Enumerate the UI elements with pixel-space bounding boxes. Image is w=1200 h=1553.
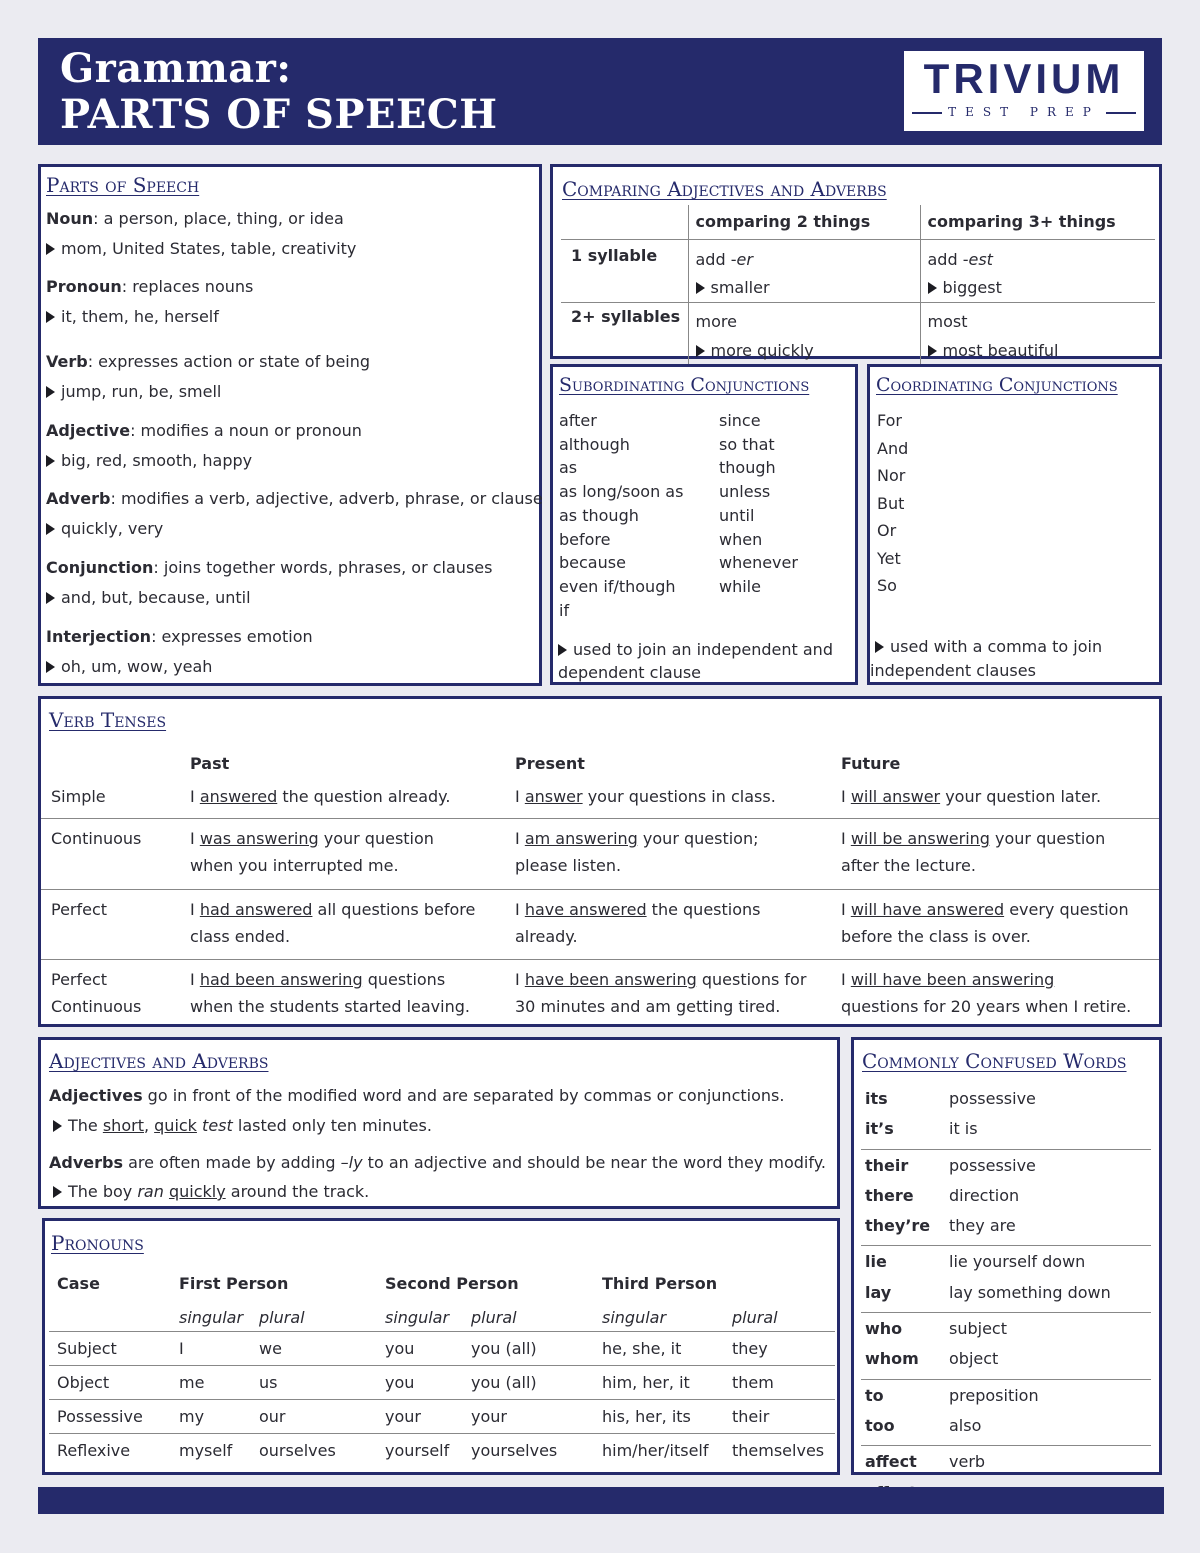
pronoun-cell: we	[259, 1339, 282, 1358]
pos-item-verb: Verb: expresses action or state of being jump, run, be, smell	[46, 352, 371, 401]
subordinating-word: until	[719, 505, 755, 525]
tense-row-label	[51, 783, 106, 810]
pronoun-cell: your	[471, 1407, 507, 1426]
pos-item-adverb: Adverb: modifies a verb, adjective, adverb, phrase, or clause quickly, very	[46, 489, 543, 538]
tense-text: I	[515, 829, 525, 848]
confused-meaning: preposition	[949, 1385, 1039, 1405]
tense-text: all questions before	[312, 900, 476, 919]
pronoun-cell: my	[179, 1407, 205, 1426]
tense-header-future: Future	[841, 754, 901, 773]
pos-item-noun: Noun: a person, place, thing, or idea mom, United States, table, creativity	[46, 209, 357, 258]
confused-word: lay	[865, 1282, 892, 1302]
tense-line	[515, 783, 776, 810]
tense-cell-future	[841, 825, 1105, 879]
tense-row-label	[51, 966, 141, 1020]
tense-row-label	[51, 896, 107, 923]
confused-word: too	[865, 1415, 895, 1435]
tense-label-line: Perfect	[51, 970, 108, 989]
tense-line	[190, 966, 470, 993]
subordinating-col1	[559, 409, 683, 622]
pronoun-cell: myself	[179, 1441, 233, 1460]
tense-cell-past	[190, 825, 434, 879]
pos-item-pronoun: Pronoun: replaces nouns it, them, he, herself	[46, 277, 254, 326]
tense-label-line: Continuous	[51, 997, 142, 1016]
confused-pair	[861, 1315, 1151, 1345]
arrow-icon	[696, 282, 705, 294]
confused-word: there	[865, 1185, 914, 1205]
subordinating-word: as long/soon as	[559, 482, 684, 502]
subordinating-word: when	[719, 529, 763, 549]
pronoun-cell: yourselves	[471, 1441, 558, 1460]
arrow-icon	[875, 641, 884, 653]
tense-cell-past	[190, 783, 450, 810]
pronoun-header-second: Second Person	[385, 1274, 519, 1293]
confused-group	[861, 1380, 1151, 1447]
subordinating-word: while	[719, 576, 761, 596]
subordinating-word: as	[559, 458, 578, 478]
confused-meaning: lay something down	[949, 1282, 1111, 1302]
tense-row	[41, 779, 1159, 819]
coordinating-word: Yet	[877, 548, 901, 568]
subordinating-word: even if/though	[559, 576, 676, 596]
tense-cell-present	[515, 896, 760, 950]
pronoun-row	[49, 1399, 835, 1433]
pronoun-cell: your	[385, 1407, 421, 1426]
parts-of-speech-title: Parts of Speech	[46, 173, 200, 197]
subordinating-word: as though	[559, 505, 639, 525]
adj-adv-section	[38, 1037, 840, 1209]
tense-text: your question;	[637, 829, 759, 848]
adjectives-rule: Adjectives go in front of the modified word and are separated by commas or conjunctions.	[49, 1086, 785, 1105]
pronoun-row	[49, 1331, 835, 1365]
tense-label-line: Simple	[51, 787, 106, 806]
confused-group	[861, 1246, 1151, 1313]
subordinating-word: before	[559, 529, 611, 549]
tense-line	[841, 896, 1129, 923]
adverbs-rule: Adverbs are often made by adding –ly to an adjective and should be near the word they modify.	[49, 1153, 826, 1172]
verb-tenses-title: Verb Tenses	[49, 708, 167, 732]
pronoun-cell: us	[259, 1373, 278, 1392]
confused-pair	[861, 1152, 1151, 1182]
tense-verb: will be answering	[850, 829, 990, 848]
row-label-2-syllables: 2+ syllables	[571, 306, 681, 326]
adj-adv-title: Adjectives and Adverbs	[49, 1049, 269, 1073]
tense-row	[41, 819, 1159, 890]
tense-cell-future	[841, 896, 1129, 950]
tense-text: I	[190, 787, 200, 806]
pos-list	[46, 209, 543, 687]
pronoun-row	[49, 1433, 835, 1467]
confused-pair	[861, 1212, 1151, 1242]
arrow-icon	[46, 311, 55, 323]
pronoun-header-first: First Person	[179, 1274, 289, 1293]
tense-line	[515, 825, 759, 852]
confused-pair	[861, 1115, 1151, 1145]
subordinating-section	[550, 364, 858, 685]
pronoun-header-case: Case	[57, 1274, 100, 1293]
trivium-logo: TRIVIUM TEST PREP	[904, 51, 1144, 131]
adjectives-example: The short, quick test lasted only ten minutes.	[53, 1116, 432, 1136]
pronoun-case-label: Reflexive	[57, 1441, 131, 1460]
confused-meaning: direction	[949, 1185, 1020, 1205]
pronoun-cell: they	[732, 1339, 768, 1358]
tense-cell-present	[515, 783, 776, 810]
pronoun-sub: plural	[732, 1308, 778, 1327]
confused-pair	[861, 1279, 1151, 1309]
tense-line: already.	[515, 927, 578, 946]
pronouns-section	[42, 1218, 840, 1475]
pronoun-cell: you (all)	[471, 1339, 537, 1358]
tense-text: I	[190, 970, 200, 989]
confused-group	[861, 1150, 1151, 1247]
col-header-2-things: comparing 2 things	[688, 205, 920, 239]
arrow-icon	[558, 644, 567, 656]
confused-pair	[861, 1345, 1151, 1375]
confused-pair	[861, 1182, 1151, 1212]
cell-1syl-3things: add -est biggest	[920, 239, 1155, 302]
tense-cell-future	[841, 966, 1131, 1020]
tense-text: I	[190, 829, 200, 848]
tense-line: questions for 20 years when I retire.	[841, 997, 1132, 1016]
comparing-section	[550, 164, 1162, 359]
arrow-icon	[46, 455, 55, 467]
subordinating-word: unless	[719, 482, 771, 502]
header-banner	[38, 38, 1162, 145]
confused-word: affect	[865, 1452, 917, 1472]
pronoun-cell: their	[732, 1407, 770, 1426]
tense-line: before the class is over.	[841, 927, 1031, 946]
tense-verb: had answered	[199, 900, 313, 919]
verb-tenses-section	[38, 696, 1162, 1027]
tense-cell-present	[515, 966, 806, 1020]
pronoun-cell: you	[385, 1339, 415, 1358]
col-header-3-things: comparing 3+ things	[920, 205, 1155, 239]
confused-word: whom	[865, 1349, 919, 1369]
tense-header-past: Past	[190, 754, 230, 773]
page-title: Grammar: PARTS OF SPEECH	[60, 45, 498, 138]
confused-word: it’s	[865, 1119, 894, 1139]
arrow-icon	[46, 592, 55, 604]
tense-label-line: Continuous	[51, 829, 142, 848]
tense-row-label	[51, 825, 141, 852]
tense-row	[41, 960, 1159, 1026]
coordinating-word: Nor	[877, 466, 906, 485]
subordinating-col2	[719, 409, 798, 599]
pronouns-title: Pronouns	[51, 1231, 144, 1255]
confused-group	[861, 1083, 1151, 1150]
tense-line: please listen.	[515, 856, 622, 875]
confused-meaning: also	[949, 1415, 982, 1435]
tense-line: 30 minutes and am getting tired.	[515, 997, 781, 1016]
confused-meaning: lie yourself down	[949, 1252, 1086, 1272]
arrow-icon	[46, 243, 55, 255]
tense-text: I	[841, 900, 851, 919]
cell-2syl-3things: most most beautiful	[920, 302, 1155, 365]
tense-line: when you interrupted me.	[190, 856, 399, 875]
tense-line	[190, 896, 475, 923]
tense-verb: am answering	[524, 829, 638, 848]
tense-cell-present	[515, 825, 759, 879]
confused-meaning: possessive	[949, 1155, 1036, 1175]
subordinating-title: Subordinating Conjunctions	[559, 374, 810, 396]
tense-text: I	[190, 900, 200, 919]
pronoun-cell: him/her/itself	[602, 1441, 709, 1460]
tense-cell-past	[190, 896, 475, 950]
subordinating-word: if	[559, 600, 570, 620]
pronoun-cell: you (all)	[471, 1373, 537, 1392]
subordinating-word: since	[719, 411, 761, 430]
confused-pair	[861, 1248, 1151, 1278]
tense-label-line: Perfect	[51, 900, 108, 919]
pronoun-header-third: Third Person	[602, 1274, 718, 1293]
pronoun-cell: he, she, it	[602, 1339, 682, 1358]
cell-1syl-2things: add -er smaller	[688, 239, 920, 302]
confused-word: its	[865, 1089, 888, 1108]
pronoun-sub: plural	[471, 1308, 517, 1327]
coordinating-title: Coordinating Conjunctions	[876, 374, 1118, 396]
subordinating-word: so that	[719, 434, 775, 454]
parts-of-speech-section	[38, 164, 542, 686]
cell-2syl-2things: more more quickly	[688, 302, 920, 365]
tense-verb: was answering	[199, 829, 319, 848]
tense-cell-future	[841, 783, 1101, 810]
pronoun-sub: singular	[179, 1308, 244, 1327]
tense-text: I	[515, 787, 525, 806]
coordinating-list	[877, 407, 908, 600]
tense-text: I	[515, 970, 525, 989]
pronoun-cell: I	[179, 1339, 184, 1358]
confused-word: lie	[865, 1252, 887, 1272]
pos-item-adjective: Adjective: modifies a noun or pronoun big, red, smooth, happy	[46, 421, 362, 470]
verb-tenses-rows	[41, 779, 1159, 1026]
tense-text: questions for	[696, 970, 807, 989]
tense-text: the questions	[646, 900, 761, 919]
coordinating-word: So	[877, 576, 897, 595]
tense-verb: had been answering	[199, 970, 363, 989]
arrow-icon	[53, 1186, 62, 1198]
tense-line	[841, 825, 1105, 852]
pronoun-cell: you	[385, 1373, 415, 1392]
footer-bar	[38, 1487, 1164, 1514]
tense-verb: answered	[199, 787, 278, 806]
comparing-table	[561, 205, 1155, 365]
pos-item-interjection: Interjection: expresses emotion oh, um, wow, yeah	[46, 627, 313, 676]
arrow-icon	[928, 345, 937, 357]
tense-verb: answer	[524, 787, 583, 806]
coordinating-note: used with a comma to join independent clauses	[870, 637, 1103, 680]
tense-line	[841, 966, 1131, 993]
subordinating-word: whenever	[719, 553, 798, 573]
arrow-icon	[46, 661, 55, 673]
tense-line: class ended.	[190, 927, 291, 946]
tense-cell-past	[190, 966, 470, 1020]
coordinating-word: Or	[877, 521, 897, 540]
tense-verb: will answer	[850, 787, 941, 806]
confused-meaning: they are	[949, 1216, 1016, 1236]
coordinating-section	[867, 364, 1162, 685]
arrow-icon	[53, 1120, 62, 1132]
subordinating-word: after	[559, 411, 597, 430]
tense-verb: will have answered	[850, 900, 1005, 919]
confused-meaning: object	[949, 1349, 999, 1369]
pronoun-sub: plural	[259, 1308, 305, 1327]
tense-verb: will have been answering	[850, 970, 1055, 989]
tense-line	[190, 825, 434, 852]
tense-text: I	[841, 970, 851, 989]
pronoun-case-label: Possessive	[57, 1407, 143, 1426]
tense-verb: have been answering	[524, 970, 697, 989]
confused-words-section	[851, 1037, 1162, 1475]
tense-line: when the students started leaving.	[190, 997, 470, 1016]
pronoun-row	[49, 1365, 835, 1399]
confused-word: who	[865, 1319, 903, 1339]
confused-words-list	[861, 1083, 1151, 1512]
tense-text: I	[841, 829, 851, 848]
tense-text: your question later.	[940, 787, 1102, 806]
pronoun-sub: singular	[385, 1308, 450, 1327]
tense-row	[41, 890, 1159, 960]
confused-meaning: possessive	[949, 1089, 1036, 1108]
row-label-1-syllable: 1 syllable	[571, 245, 658, 265]
coordinating-word: And	[877, 438, 909, 458]
tense-text: your questions in class.	[582, 787, 776, 806]
tense-text: I	[515, 900, 525, 919]
confused-pair	[861, 1085, 1151, 1115]
pronoun-case-label: Subject	[57, 1339, 117, 1358]
pronoun-rows	[49, 1331, 835, 1467]
confused-meaning: it is	[949, 1119, 978, 1139]
pronoun-cell: our	[259, 1407, 286, 1426]
confused-pair	[861, 1448, 1151, 1478]
confused-word: their	[865, 1155, 909, 1175]
coordinating-word: But	[877, 493, 905, 513]
comparing-title: Comparing Adjectives and Adverbs	[562, 177, 887, 201]
tense-line: after the lecture.	[841, 856, 976, 875]
confused-pair	[861, 1412, 1151, 1442]
pronoun-case-label: Object	[57, 1373, 110, 1392]
tense-text: the question already.	[277, 787, 451, 806]
tense-text: I	[841, 787, 851, 806]
confused-pair	[861, 1382, 1151, 1412]
subordinating-note: used to join an independent and dependent clause	[558, 640, 833, 682]
arrow-icon	[46, 523, 55, 535]
tense-verb: have answered	[524, 900, 647, 919]
confused-word: to	[865, 1385, 884, 1405]
pos-item-conjunction: Conjunction: joins together words, phrases, or clauses and, but, because, until	[46, 558, 493, 607]
tense-line	[515, 966, 806, 993]
tense-line	[841, 783, 1101, 810]
subordinating-word: because	[559, 553, 626, 573]
tense-text: every question	[1004, 900, 1129, 919]
pronoun-cell: yourself	[385, 1441, 450, 1460]
pronoun-cell: me	[179, 1373, 205, 1392]
confused-group	[861, 1313, 1151, 1380]
tense-line	[190, 783, 450, 810]
tense-text: your question	[989, 829, 1106, 848]
pronoun-cell: ourselves	[259, 1441, 336, 1460]
tense-line	[515, 896, 760, 923]
arrow-icon	[696, 345, 705, 357]
confused-word: they’re	[865, 1216, 931, 1236]
subordinating-word: though	[719, 458, 776, 478]
pronoun-cell: themselves	[732, 1441, 825, 1460]
arrow-icon	[46, 386, 55, 398]
adverbs-example: The boy ran quickly around the track.	[53, 1182, 369, 1202]
confused-meaning: subject	[949, 1319, 1007, 1339]
pronoun-sub: singular	[602, 1308, 667, 1327]
pronoun-cell: them	[732, 1373, 774, 1392]
arrow-icon	[928, 282, 937, 294]
tense-header-present: Present	[515, 754, 585, 773]
tense-text: questions	[362, 970, 446, 989]
subordinating-word: although	[559, 434, 630, 454]
tense-text: your question	[318, 829, 434, 848]
pronoun-cell: him, her, it	[602, 1373, 690, 1392]
coordinating-word: For	[877, 411, 902, 430]
confused-words-title: Commonly Confused Words	[862, 1049, 1127, 1073]
confused-meaning: verb	[949, 1452, 986, 1472]
pronoun-cell: his, her, its	[602, 1407, 691, 1426]
